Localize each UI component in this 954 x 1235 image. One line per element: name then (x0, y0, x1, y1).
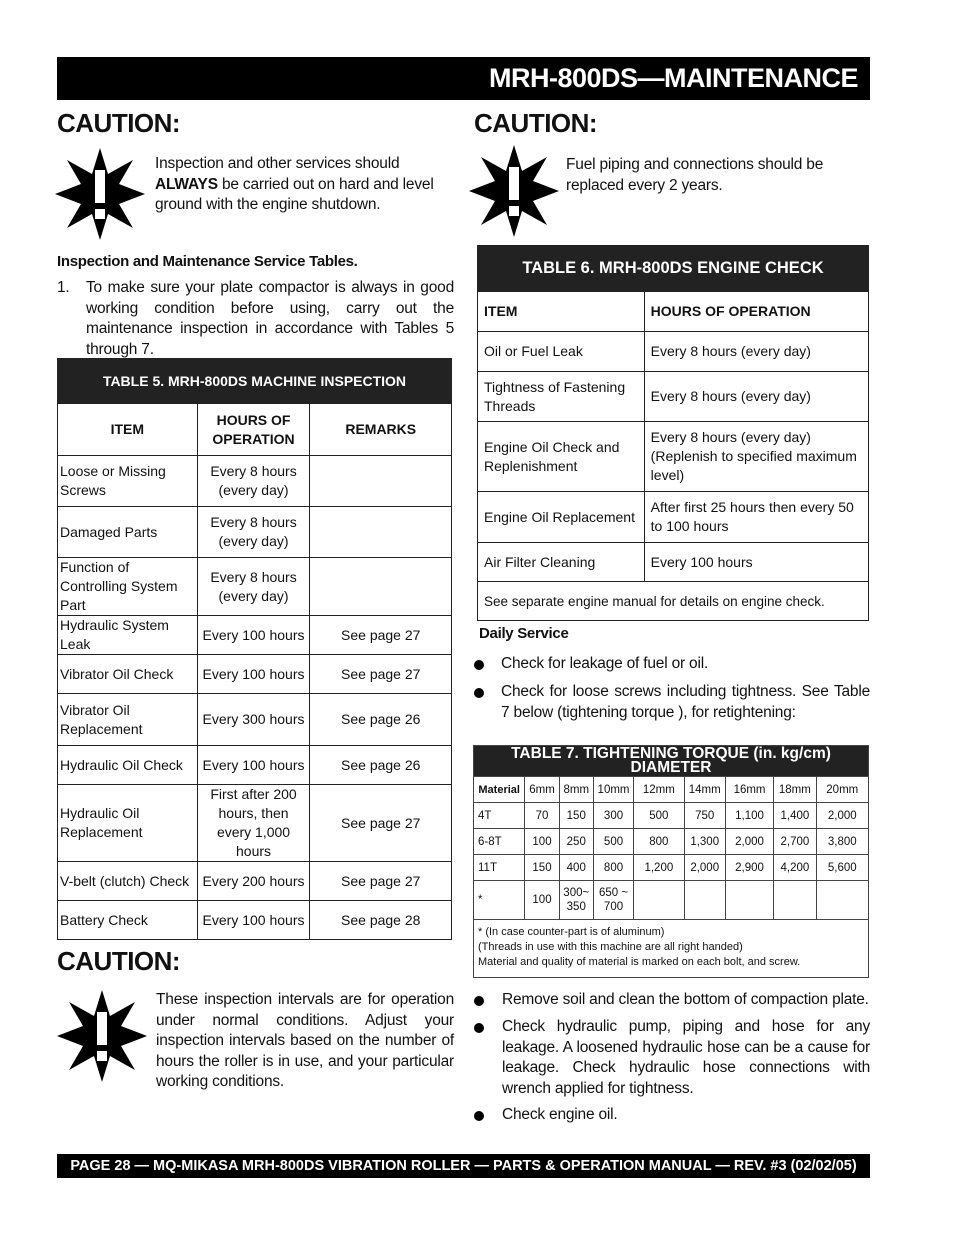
table7-header: 16mm (725, 777, 773, 803)
table7-notes (474, 920, 869, 978)
bullet-text: Check engine oil. (502, 1106, 618, 1123)
list-item (474, 990, 870, 1011)
table5-cell: See page 27 (310, 785, 452, 862)
table5-cell: Every 100 hours (197, 616, 310, 655)
table7-cell: 5,600 (816, 855, 868, 881)
table-row (58, 655, 452, 694)
intro-item-number: 1. (57, 279, 70, 296)
table-row (58, 862, 452, 901)
table5-cell: See page 26 (310, 694, 452, 746)
table-row (58, 558, 452, 616)
table5-cell: Hydraulic Oil Check (58, 746, 198, 785)
table5-cell: Battery Check (58, 901, 198, 940)
table7-note: Material and quality of material is marked on each bolt, and screw. (478, 956, 801, 968)
table-row (478, 332, 869, 372)
table5-cell: Every 100 hours (197, 655, 310, 694)
table7-cell: 1,100 (725, 803, 773, 829)
table7-cell: 250 (559, 829, 593, 855)
table5-caption: TABLE 5. MRH-800DS MACHINE INSPECTION (58, 359, 452, 404)
bullet-icon (474, 660, 484, 670)
table5-cell: Every 8 hours (every day) (197, 456, 310, 507)
table5-cell: Every 100 hours (197, 901, 310, 940)
table6-footnote: See separate engine manual for details on engine check. (478, 582, 869, 621)
table5-cell: See page 27 (310, 616, 452, 655)
table6-header-item: ITEM (478, 292, 645, 332)
bullet-text: Check for leakage of fuel or oil. (501, 655, 709, 672)
table7-cell: 2,000 (816, 803, 868, 829)
table7-cell: 1,300 (684, 829, 725, 855)
table7-cell (634, 881, 684, 920)
list-item (474, 682, 870, 723)
table-row (58, 901, 452, 940)
table5-cell: Vibrator Oil Replacement (58, 694, 198, 746)
table5-cell: Every 8 hours (every day) (197, 507, 310, 558)
table6-cell: Engine Oil Check and Replenishment (478, 422, 645, 492)
table7-cell: 100 (525, 881, 559, 920)
table6-cell: Oil or Fuel Leak (478, 332, 645, 372)
page-title: MRH-800DS—MAINTENANCE (488, 63, 858, 93)
table5-cell: Every 8 hours (every day) (197, 558, 310, 616)
bullet-text: Check hydraulic pump, piping and hose for any leakage. A loosened hydraulic hose can be a cause for leakage. Check hydraulic hose connections with wrench applied for tightness. (502, 1018, 870, 1097)
table7-header: 12mm (634, 777, 684, 803)
list-item (474, 1105, 870, 1126)
table-row (58, 456, 452, 507)
table7-cell: 2,000 (725, 829, 773, 855)
table5-header-remarks: REMARKS (310, 404, 452, 456)
table5-cell: Function of Controlling System Part (58, 558, 198, 616)
table6-cell: Every 8 hours (every day) (644, 372, 868, 422)
table5-cell: Every 300 hours (197, 694, 310, 746)
table7-cell (816, 881, 868, 920)
table-row (58, 616, 452, 655)
table6-cell: Engine Oil Replacement (478, 492, 645, 543)
caution-heading-3: CAUTION: (57, 946, 181, 976)
tightening-torque-table (473, 745, 869, 978)
table7-cell: 1,400 (774, 803, 816, 829)
table5-cell: Hydraulic Oil Replacement (58, 785, 198, 862)
caution-heading-1: CAUTION: (57, 108, 181, 138)
table7-cell: 3,800 (816, 829, 868, 855)
table7-cell: 11T (474, 855, 525, 881)
table5-cell: Hydraulic System Leak (58, 616, 198, 655)
table5-cell: See page 26 (310, 746, 452, 785)
table7-cell: 100 (525, 829, 559, 855)
table7-note: * (In case counter-part is of aluminum) (478, 926, 665, 938)
table7-cell (684, 881, 725, 920)
list-item (474, 654, 870, 675)
intro-item-text: To make sure your plate compactor is always in good working condition before using, carry out the maintenance inspection in accordance with Tables 5 through 7. (86, 279, 454, 358)
table7-header-material: Material (474, 777, 525, 803)
table7-cell: 150 (525, 855, 559, 881)
table7-cell (725, 881, 773, 920)
table-row (474, 881, 869, 920)
daily-service-heading: Daily Service (479, 625, 569, 642)
table-row (474, 855, 869, 881)
table6-caption: TABLE 6. MRH-800DS ENGINE CHECK (478, 246, 869, 292)
table7-cell: 2,700 (774, 829, 816, 855)
bullet-icon (474, 1111, 484, 1121)
table7-header: 6mm (525, 777, 559, 803)
caution-text-2: Fuel piping and connections should be replaced every 2 years. (566, 156, 824, 194)
caution-exclamation-burst-icon (469, 145, 559, 237)
table7-cell: 300~ 350 (559, 881, 593, 920)
page-footer: PAGE 28 — MQ-MIKASA MRH-800DS VIBRATION ROLLER — PARTS & OPERATION MANUAL — REV. #3 (02/02/05) (57, 1154, 870, 1178)
table7-cell: 750 (684, 803, 725, 829)
caution-heading-2: CAUTION: (474, 108, 598, 138)
table7-cell: 6-8T (474, 829, 525, 855)
table5-cell: Damaged Parts (58, 507, 198, 558)
table5-cell: First after 200 hours, then every 1,000 hours (197, 785, 310, 862)
table6-cell: Every 8 hours (every day) (644, 332, 868, 372)
table7-cell: 150 (559, 803, 593, 829)
table7-cell: 400 (559, 855, 593, 881)
page-header (57, 57, 870, 100)
table7-note: (Threads in use with this machine are all right handed) (478, 941, 743, 953)
table-row (478, 492, 869, 543)
table5-cell: Vibrator Oil Check (58, 655, 198, 694)
table7-cell: 500 (634, 803, 684, 829)
table5-cell: See page 27 (310, 655, 452, 694)
table6-cell: Air Filter Cleaning (478, 543, 645, 582)
table7-cell: * (474, 881, 525, 920)
table7-cell: 1,200 (634, 855, 684, 881)
caution-text-3: These inspection intervals are for operation under normal conditions. Adjust your inspection intervals based on the number of hours the roller is in use, and your particular working conditions. (156, 991, 454, 1090)
table5-cell: See page 27 (310, 862, 452, 901)
engine-check-table (477, 245, 869, 621)
table7-cell: 650 ~ 700 (593, 881, 633, 920)
table7-cell: 300 (593, 803, 633, 829)
table-row (478, 543, 869, 582)
table6-cell: After first 25 hours then every 50 to 100 hours (644, 492, 868, 543)
table5-cell: See page 28 (310, 901, 452, 940)
table-row (58, 746, 452, 785)
table5-cell: Every 100 hours (197, 746, 310, 785)
table7-cell: 500 (593, 829, 633, 855)
table-row (58, 694, 452, 746)
table7-cell: 4T (474, 803, 525, 829)
table-row (478, 372, 869, 422)
table5-cell: Every 200 hours (197, 862, 310, 901)
table7-cell: 4,200 (774, 855, 816, 881)
table-row (58, 507, 452, 558)
bullet-icon (474, 996, 484, 1006)
caution-exclamation-burst-icon (55, 148, 145, 240)
table-row (474, 803, 869, 829)
table5-cell: Loose or Missing Screws (58, 456, 198, 507)
table6-cell: Tightness of Fastening Threads (478, 372, 645, 422)
table5-header-hours: HOURS OF OPERATION (197, 404, 310, 456)
table7-cell: 800 (593, 855, 633, 881)
table5-cell (310, 456, 452, 507)
table5-cell: V-belt (clutch) Check (58, 862, 198, 901)
table5-cell (310, 558, 452, 616)
table6-header-hours: HOURS OF OPERATION (644, 292, 868, 332)
table7-cell: 2,000 (684, 855, 725, 881)
table7-cell: 800 (634, 829, 684, 855)
table7-cell: 70 (525, 803, 559, 829)
table6-cell: Every 100 hours (644, 543, 868, 582)
table7-header: 20mm (816, 777, 868, 803)
list-item (474, 1017, 870, 1099)
table7-cell: 2,900 (725, 855, 773, 881)
table7-header: 8mm (559, 777, 593, 803)
machine-inspection-table (57, 358, 452, 940)
table7-header: 18mm (774, 777, 816, 803)
bullet-text: Check for loose screws including tightness. See Table 7 below (tightening torque ), for retightening: (501, 683, 870, 721)
table-row (478, 422, 869, 492)
bullet-icon (474, 1023, 484, 1033)
table5-cell (310, 507, 452, 558)
table5-header-item: ITEM (58, 404, 198, 456)
table-row (58, 785, 452, 862)
caution-exclamation-burst-icon (57, 990, 147, 1082)
table6-cell: Every 8 hours (every day) (Replenish to specified maximum level) (644, 422, 868, 492)
inspection-heading: Inspection and Maintenance Service Tables. (57, 253, 358, 270)
caution-text-1: Inspection and other services should ALWAYS be carried out on hard and level ground with the engine shutdown. (155, 155, 434, 213)
bullet-icon (474, 688, 484, 698)
table-row (474, 829, 869, 855)
table7-header: 10mm (593, 777, 633, 803)
bullet-text: Remove soil and clean the bottom of compaction plate. (502, 991, 869, 1008)
table7-header: 14mm (684, 777, 725, 803)
table7-caption: TABLE 7. TIGHTENING TORQUE (in. kg/cm) DIAMETER (474, 746, 869, 777)
table7-cell (774, 881, 816, 920)
